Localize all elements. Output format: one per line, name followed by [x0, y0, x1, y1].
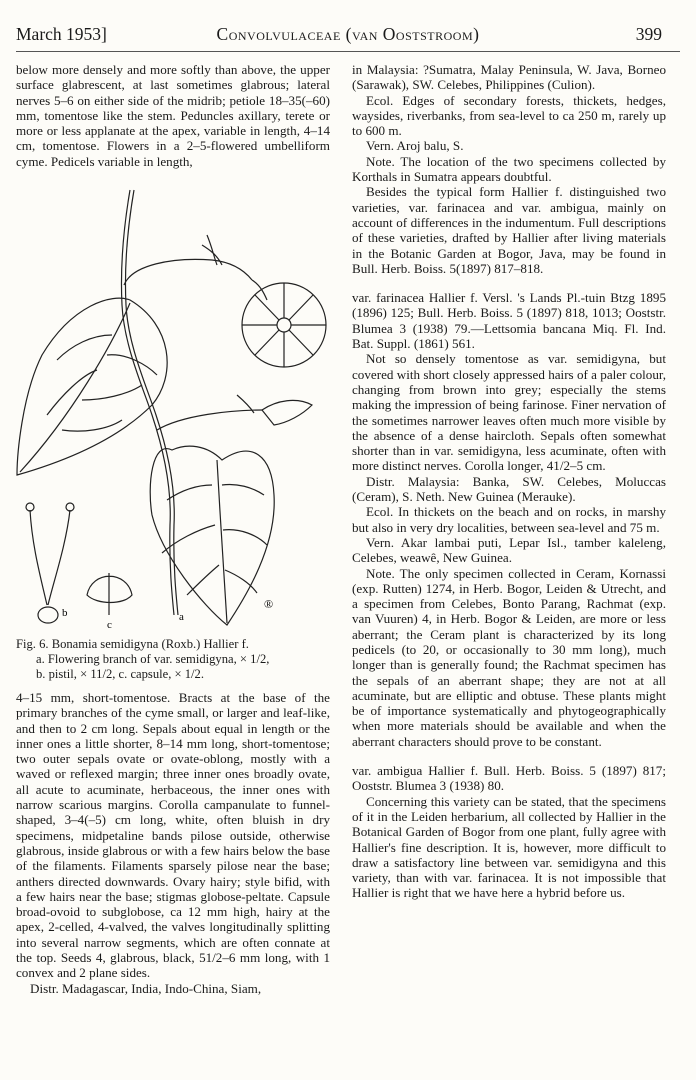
label-c: c [107, 619, 112, 631]
vernacular: Vern. Akar lambai puti, Lepar Isl., tamber kaleleng, Celebes, weawê, New Guinea. [352, 534, 666, 566]
note: Note. The location of the two specimens collected by Korthals in Sumatra appears doubtful. [352, 153, 666, 185]
left-column-bottom [16, 690, 330, 996]
upper-peduncle [124, 259, 252, 285]
distribution: Distr. Malaysia: Banka, SW. Celebes, Moluccas (Ceram), S. Neth. New Guinea (Merauke). [352, 473, 666, 505]
paragraph: 4–15 mm, short-tomentose. Bracts at the base of the primary branches of the cyme small, or larger and leaf-like, and then to 2 cm long. Sepals about equal in length or the inner ones a little shorter, 8–14 mm long, short-tomentose; two outer sepals ovate or ovate-oblong, mostly with a waved or reflexed margin; three inner ones broadly ovate, all acute to acuminate, herbaceous, the inner ones with narrow scarious margins. Corolla campanulate to funnel-shaped, 3–4(–5) cm long, white, often bluish in dry specimens, midpetaline bands pilose outside, otherwise glabrous, inside glabrous or with a few hairs below the base of the filaments. Filaments sparsely pilose near the base; anthers directed downwards. Ovary hairy; style bifid, with a few hairs near the base; stigmas globose-peltate. Capsule broad-ovoid to subglobose, ca 12 mm high, hairy at the apex, 2-celled, 4-valved, the valves longitudinally splitting into several narrow segments, which are often connate at the top. Seeds 4, glabrous, black, 51/2–6 mm long, with 1 convex and 2 plane sides. [16, 690, 330, 981]
flower-pedicel [252, 280, 267, 300]
var-ambigua-heading: var. ambigua Hallier f. Bull. Herb. Boiss. 5 (1897) 817; Ooststr. Blumea 3 (1938) 80. [352, 763, 666, 794]
plant-illustration [12, 185, 338, 633]
stigma-right [66, 503, 74, 511]
page-number: 399 [635, 24, 662, 44]
paragraph: Besides the typical form Hallier f. distinguished two varieties, var. farinacea and var. ambigua, mainly on account of differences in the indumentum. Full descriptions of these varieties, drafted by Hallier after living materials in the Botanic Garden at Bogor, Java, may be found in Bull. Herb. Boiss. 5(1897) 817–818. [352, 184, 666, 276]
paragraph: in Malaysia: ?Sumatra, Malay Peninsula, W. Java, Borneo (Sarawak), SW. Celebes, Philippines (Culion). [352, 62, 666, 93]
vernacular: Vern. Aroj balu, S. [366, 138, 464, 154]
caption-line-2: a. Flowering branch of var. semidigyna, × 1/2, [36, 652, 270, 666]
botanical-figure [12, 185, 338, 633]
ecology: Ecol. In thickets on the beach and on rocks, in marshy but also in very dry localities, between sea-level and 75 m. [352, 504, 666, 535]
right-column [352, 62, 666, 901]
upper-leaf-midrib [20, 303, 130, 472]
registered-mark: ® [264, 597, 274, 611]
label-b: b [62, 607, 68, 619]
stigma-left [26, 503, 34, 511]
page-header [16, 24, 680, 48]
main-stem [121, 190, 174, 615]
lower-leaf-nerves [162, 484, 267, 595]
pistil [30, 510, 70, 605]
header-rule [16, 51, 680, 52]
capsule [87, 573, 132, 615]
left-column-top [16, 62, 330, 169]
caption-line-3: b. pistil, × 11/2, c. capsule, × 1/2. [36, 667, 204, 681]
caption-line-1: Fig. 6. Bonamia semidigyna (Roxb.) Hallier f. [16, 637, 249, 651]
ovary [38, 607, 58, 623]
paragraph: Not so densely tomentose as var. semidigyna, but covered with short closely appressed hairs of a paler colour, changing from brown into grey; especially the stems making the impression of being farinose. Finer nervation of the sometimes narrower leaves often much more visible by the absence of a dense haircloth. Sepals often somewhat shorter than in var. semidigyna, less acuminate, often with more distinct nerves. Corolla longer, 41/2–5 cm. [352, 351, 666, 474]
distribution: Distr. Madagascar, India, Indo-China, Siam, [30, 980, 262, 996]
paragraph: below more densely and more softly than above, the upper surface glabrescent, at last sometimes glabrous; lateral nerves 5–6 on either side of the midrib; petiole 18–35(–60) mm, tomentose like the stem. Peduncles axillary, terete or more or less applanate at the apex, variable in length, 4–14 cm, tomentose. Flowers in a 2–5-flowered umbelliform cyme. Pedicels variable in length, [16, 62, 330, 169]
flower-center [277, 318, 291, 332]
var-farinacea-heading: var. farinacea Hallier f. Versl. 's Lands Pl.-tuin Btzg 1895 (1896) 125; Bull. Herb. Boiss. 5 (1897) 818, 1013; Ooststr. Blumea 3 (1938) 79.—Lettsomia bancana Miq. Fl. Ind. Bat. Suppl. (1861) 561. [352, 290, 666, 352]
figure-caption [16, 637, 330, 682]
ecology: Ecol. Edges of secondary forests, thickets, hedges, waysides, riverbanks, from sea-level to ca 250 m, rarely up to 600 m. [352, 92, 666, 139]
lower-leaf [150, 446, 274, 625]
label-a: a [179, 611, 184, 623]
note: Note. The only specimen collected in Ceram, Kornassi (exp. Rutten) 1274, in Herb. Bogor, Leiden & Utrecht, and a specimen from Celebes, Bonto Parang, Rachmat (exp. van Vuuren) 4, in Herb. Bogor & Leiden, are more or less aberrant; the Ceram plant is characterized by its long pedicels (to 20, or occasionally to 30 mm long), much longer than is generally found; the Rachmat specimen has the sepals of an aberrant shape; they are not at all acuminate, but are elliptic and obtuse. These plants might be of importance systematically and phytogeographically when more materials should be available and when the aberrant characters should prove to be constant. [352, 565, 666, 749]
header-date: March 1953] [16, 24, 107, 44]
paragraph: Concerning this variety can be stated, that the specimens of it in the Leiden herbarium, all collected by Hallier in the Botanical Garden of Bogor from one plant, fully agree with Hallier's fine description. It is, however, more difficult to draw a satisfactory line between var. semidigyna and this variety, than with var. farinacea. It is not impossible that Hallier is right that we have here a hybrid before us. [352, 793, 666, 901]
header-title: Convolvulaceae (van Ooststroom) [216, 24, 480, 44]
middle-peduncle [157, 410, 262, 430]
